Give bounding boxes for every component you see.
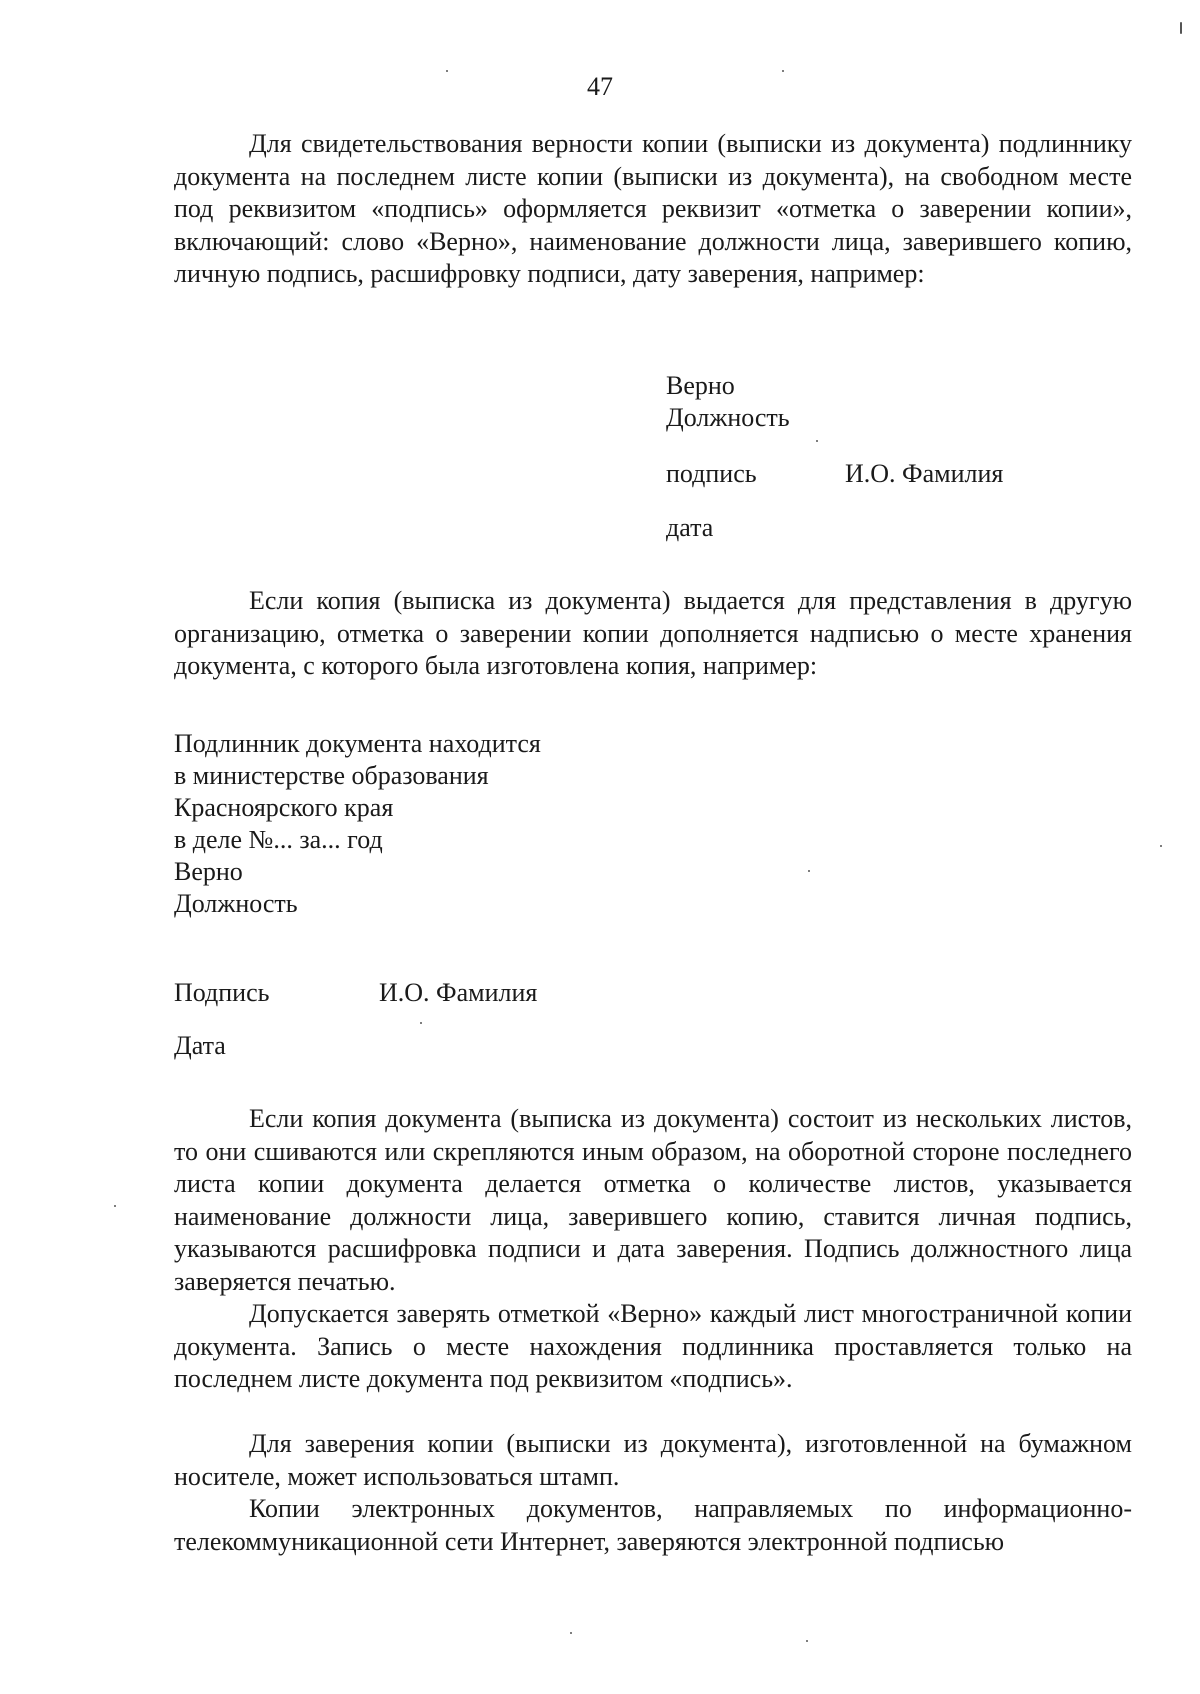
example-certification-mark <box>666 370 790 434</box>
scan-speck <box>806 1640 808 1642</box>
example-verno: Верно <box>666 371 735 400</box>
example2-name: И.О. Фамилия <box>379 978 538 1007</box>
example-name: И.О. Фамилия <box>845 459 1004 488</box>
example2-line: Красноярского края <box>174 793 394 822</box>
scan-speck <box>446 70 448 72</box>
scan-speck <box>420 1022 422 1024</box>
example2-line: Верно <box>174 857 243 886</box>
scan-speck <box>808 870 810 872</box>
paragraph-electronic-copies: Копии электронных документов, направляемых по информационно-телекоммуникационной сети Интернет, заверяются электронной подписью <box>174 1494 1132 1556</box>
scan-speck <box>816 440 818 442</box>
paragraph-each-sheet: Допускается заверять отметкой «Верно» каждый лист многостраничной копии документа. Запись о месте нахождения подлинника проставляется только на последнем листе документа под реквизитом «подпись». <box>174 1299 1132 1393</box>
paragraph-multiple-sheets: Если копия документа (выписка из документа) состоит из нескольких листов, то они сшиваются или скрепляются иным образом, на оборотной стороне последнего листа копии документа делается отметка о количестве листов, указывается наименование должности лица, заверившего копию, ставится личная подпись, указываются расшифровка подписи и дата заверения. Подпись должностного лица заверяется печатью. <box>174 1104 1132 1296</box>
scan-speck <box>570 1632 572 1634</box>
page-number: 47 <box>587 72 613 101</box>
example2-line: в деле №... за... год <box>174 825 383 854</box>
example2-date: Дата <box>174 1031 226 1060</box>
paragraph-stamp: Для заверения копии (выписки из документа), изготовленной на бумажном носителе, может использоваться штамп. <box>174 1429 1132 1491</box>
example-position: Должность <box>666 403 790 432</box>
example2-line: Подлинник документа находится <box>174 729 541 758</box>
scan-speck <box>1160 845 1162 847</box>
example2-line: Должность <box>174 889 298 918</box>
scan-speck <box>114 1205 116 1207</box>
scan-speck <box>782 70 784 72</box>
paragraph-other-organization: Если копия (выписка из документа) выдается для представления в другую организацию, отметка о заверении копии дополняется надписью о месте хранения документа, с которого была изготовлена копия, например: <box>174 586 1132 680</box>
example-signature: подпись <box>666 459 757 488</box>
example2-line: в министерстве образования <box>174 761 489 790</box>
example-original-location <box>174 728 541 920</box>
scan-speck <box>1180 22 1182 34</box>
paragraph-certification-rules: Для свидетельствования верности копии (выписки из документа) подлиннику документа на последнем листе копии (выписки из документа), на свободном месте под реквизитом «подпись» оформляется реквизит «отметка о заверении копии», включающий: слово «Верно», наименование должности лица, заверившего копию, личную подпись, расшифровку подписи, дату заверения, например: <box>174 129 1132 288</box>
example2-signature: Подпись <box>174 978 270 1007</box>
example-date: дата <box>666 513 714 542</box>
